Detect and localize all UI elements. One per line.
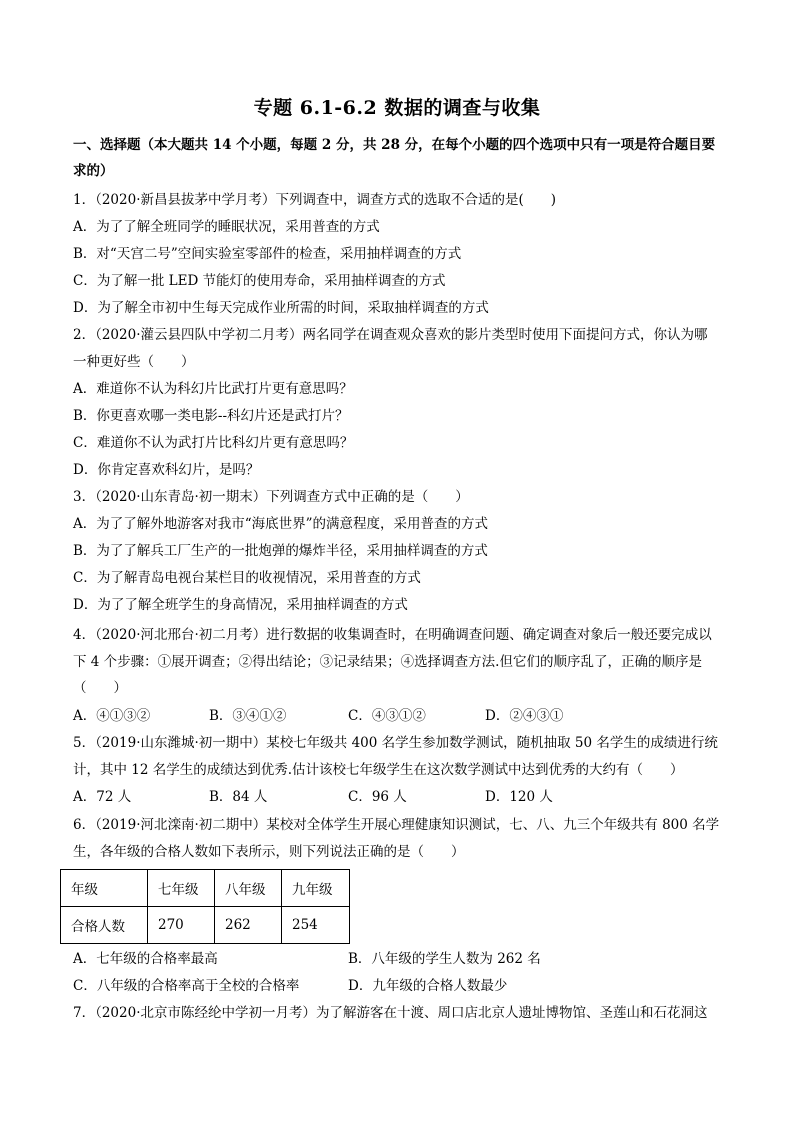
q5-stem: 5．（2019·山东潍城·初一期中）某校七年级共 400 名学生参加数学测试，随机抽取 50 名学生的成绩进行统 <box>73 735 718 751</box>
q3-option-b: B．为了了解兵工厂生产的一批炮弹的爆炸半径，采用抽样调查的方式 <box>73 543 488 559</box>
q3-option-c: C．为了解青岛电视台某栏目的收视情况，采用普查的方式 <box>73 570 421 586</box>
q4-option-b: B．③④①② <box>209 708 287 724</box>
q6-option-d: D．九年级的合格人数最少 <box>348 978 508 994</box>
q4-stem: 4．（2020·河北邢台·初二月考）进行数据的收集调查时，在明确调查问题、确定调查对象后一般还要完成以 <box>73 627 712 643</box>
table-header-cell: 八年级 <box>215 870 282 907</box>
q1-stem: 1．（2020·新昌县拔茅中学月考）下列调查中，调查方式的选取不合适的是( ) <box>73 192 557 208</box>
q3-stem: 3．（2020·山东青岛·初一期末）下列调查方式中正确的是（ ） <box>73 489 469 505</box>
q4-stem-cont: 下 4 个步骤：①展开调查；②得出结论；③记录结果；④选择调查方法.但它们的顺序乱了，正确的顺序是 <box>73 654 702 670</box>
q5-stem-cont: 计，其中 12 名学生的成绩达到优秀.估计该校七年级学生在这次数学测试中达到优秀的大约有（ ） <box>73 762 684 778</box>
q1-option-a: A．为了了解全班同学的睡眠状况，采用普查的方式 <box>73 219 380 235</box>
q2-option-c: C．难道你不认为武打片比科幻片更有意思吗？ <box>73 435 354 451</box>
table-header-cell: 九年级 <box>282 870 350 907</box>
q6-option-a: A．七年级的合格率最高 <box>73 951 218 967</box>
section-heading-cont: 求的） <box>73 163 114 179</box>
q5-option-c: C．96 人 <box>348 789 407 805</box>
q2-stem-cont: 一种更好些（ ） <box>73 354 195 370</box>
grade-pass-table <box>60 869 350 944</box>
table-header-row <box>61 870 350 907</box>
q5-option-a: A．72 人 <box>73 789 132 805</box>
q4-option-c: C．④③①② <box>348 708 426 724</box>
q6-option-c: C．八年级的合格率高于全校的合格率 <box>73 978 300 994</box>
q1-option-d: D．为了解全市初中生每天完成作业所需的时间，采取抽样调查的方式 <box>73 300 489 316</box>
q2-stem: 2．（2020·灌云县四队中学初二月考）两名同学在调查观众喜欢的影片类型时使用下面提问方式，你认为哪 <box>73 327 708 343</box>
table-row <box>61 907 350 944</box>
table-cell: 254 <box>282 907 350 944</box>
q6-option-b: B．八年级的学生人数为 262 名 <box>348 951 541 967</box>
q2-option-d: D．你肯定喜欢科幻片，是吗？ <box>73 462 260 478</box>
q2-option-b: B．你更喜欢哪一类电影--科幻片还是武打片？ <box>73 408 349 424</box>
q1-option-c: C．为了解一批 LED 节能灯的使用寿命，采用抽样调查的方式 <box>73 273 446 289</box>
q2-option-a: A．难道你不认为科幻片比武打片更有意思吗？ <box>73 381 353 397</box>
q6-stem-cont: 生，各年级的合格人数如下表所示，则下列说法正确的是（ ） <box>73 844 465 860</box>
q4-option-d: D．②④③① <box>485 708 564 724</box>
table-header-cell: 年级 <box>61 870 148 907</box>
q4-option-a: A．④①③② <box>73 708 151 724</box>
q5-option-b: B．84 人 <box>209 789 268 805</box>
table-cell: 合格人数 <box>61 907 148 944</box>
q3-option-d: D．为了了解全班学生的身高情况，采用抽样调查的方式 <box>73 597 408 613</box>
table-cell: 262 <box>215 907 282 944</box>
table-cell: 270 <box>148 907 215 944</box>
q5-option-d: D．120 人 <box>485 789 553 805</box>
q6-stem: 6．（2019·河北滦南·初二期中）某校对全体学生开展心理健康知识测试，七、八、九三个年级共有 800 名学 <box>73 817 720 833</box>
q4-stem-paren: （ ） <box>73 680 127 696</box>
q7-stem: 7．（2020·北京市陈经纶中学初一月考）为了解游客在十渡、周口店北京人遗址博物馆、圣莲山和石花洞这 <box>73 1005 708 1021</box>
q3-option-a: A．为了了解外地游客对我市“海底世界”的满意程度，采用普查的方式 <box>73 516 489 532</box>
page-title: 专题 6.1-6.2 数据的调查与收集 <box>253 97 541 119</box>
section-heading: 一、选择题（本大题共 14 个小题，每题 2 分，共 28 分，在每个小题的四个选项中只有一项是符合题目要 <box>73 137 716 153</box>
table-header-cell: 七年级 <box>148 870 215 907</box>
q1-option-b: B．对“天宫二号”空间实验室零部件的检查，采用抽样调查的方式 <box>73 246 462 262</box>
